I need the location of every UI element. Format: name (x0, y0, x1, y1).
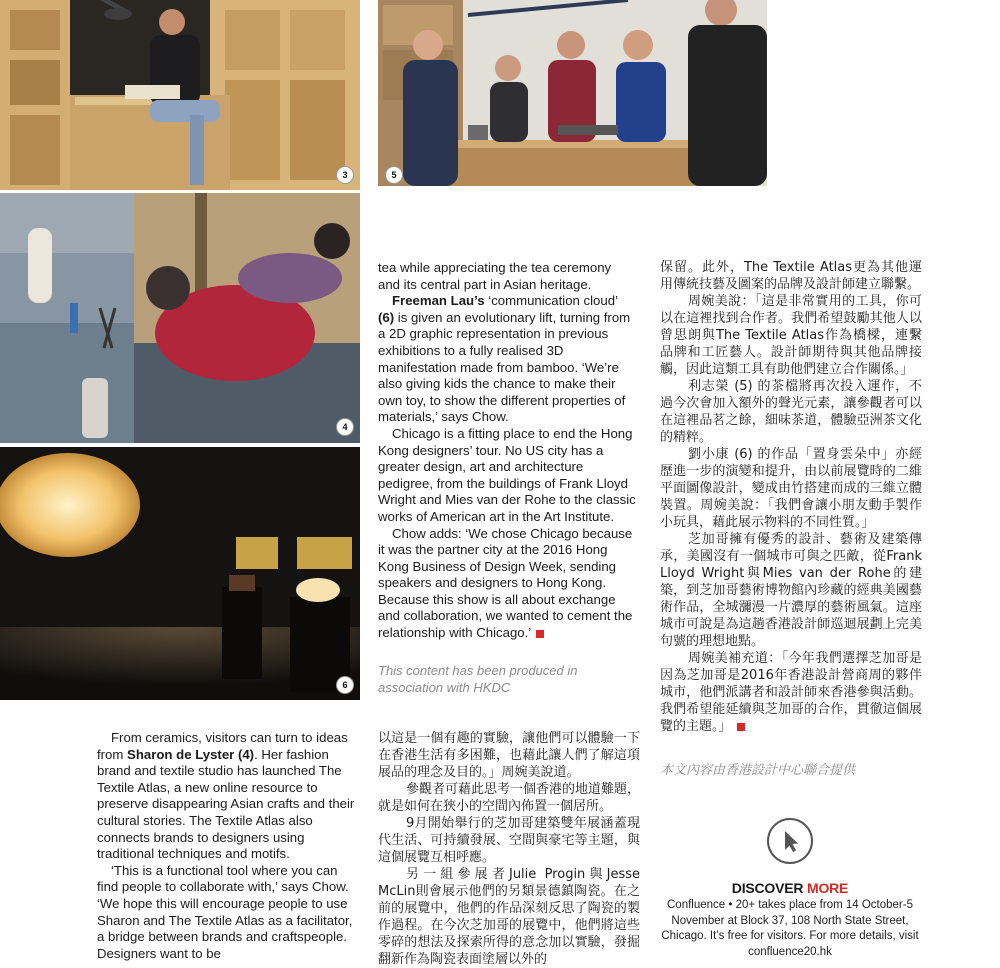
paragraph: 芝加哥擁有優秀的設計、藝術及建築傳承，美國沒有一個城市可與之匹敵，從Frank Lloyd Wright與Mies van der Rohe的建築，到芝加哥藝術博物館內珍藏的經典美國藝術作品，全城瀰漫一片濃厚的藝術風氣。這座城市可說是為這趟香港設計師巡迴展劃上完美句號的理想地點。 (660, 532, 922, 649)
photo-4-illustration (0, 193, 360, 443)
photo-6-illustration (0, 447, 360, 700)
paragraph: 以這是一個有趣的實驗，讓他們可以體驗一下在香港生活有多困難，也藉此讓人們了解這項展品的理念及目的。」周婉美說道。 (378, 731, 640, 780)
paragraph: 9月開始舉行的芝加哥建築雙年展涵蓋現代生活、可持續發展、空間與豪宅等主題，與這個展覽互相呼應。 (378, 816, 640, 865)
paragraph: 另一組參展者Julie Progin與Jesse McLin則會展示他們的另類景德鎮陶瓷。在之前的展覽中，他們的作品深刻反思了陶瓷的製作過程。在今次芝加哥的展覽中，他們將這些零碎的想法及探索所得的意念加以實驗，發掘翻新作為陶瓷表面塗層以外的 (378, 867, 640, 967)
paragraph: From ceramics, visitors can turn to ideas from Sharon de Lyster (4). Her fashion brand and textile studio has launched The Textile Atlas, a new online resource to preserve disappearing Asian crafts and their cultural stories. The Textile Atlas also connects brands to designers using traditional techniques and motifs. (97, 730, 355, 862)
photo-number-badge: 3 (337, 167, 353, 183)
discover-more-details: Confluence • 20+ takes place from 14 October-5 November at Block 37, 108 North State Street, Chicago. It’s free for visitors. For more details, visit confluence20.hk (661, 899, 919, 958)
end-of-article-mark (737, 723, 745, 731)
paragraph: 周婉美說：「這是非常實用的工具，你可以在這裡找到合作者。我們希望鼓勵其他人以曾思朗與The Textile Atlas作為橋樑，連繫品牌和工匠藝人。設計師期待與其他品牌接觸，因此這類工具有助他們建立合作關係。」 (660, 294, 922, 377)
photo-designer-at-desk (0, 0, 360, 190)
photo-3-illustration (0, 0, 360, 190)
chinese-text-column-right (660, 259, 922, 735)
paragraph: 周婉美補充道：「今年我們選擇芝加哥是因為芝加哥是2016年香港設計營商周的夥伴城市，他們派講者和設計師來香港參與活動。我們希望能延續與芝加哥的合作，貫徹這個展覽的主題。」 (660, 651, 922, 734)
english-text-column-middle (378, 260, 636, 642)
paragraph: 劉小康 (6) 的作品「置身雲朵中」亦經歷進一步的演變和提升，由以前展覽時的二維平面圖像設計，變成由竹搭建而成的三維立體裝置。周婉美說：「我們會讓小朋友動手製作小玩具，藉此展示物料的不同性質。」 (660, 447, 922, 530)
english-text-column-left (97, 730, 360, 962)
designer-name: Sharon de Lyster (4) (127, 746, 255, 762)
paragraph: 利志榮 (5) 的茶檔將再次投入運作，不過今次會加入額外的聲光元素，讓參觀者可以在這裡品茗之餘，細味茶道，體驗亞洲茶文化的精粹。 (660, 379, 922, 445)
credit-english: This content has been produced in association with HKDC (378, 663, 578, 695)
credit-chinese: 本文內容由香港設計中心聯合提供 (660, 763, 856, 778)
paragraph: ‘This is a functional tool where you can find people to collaborate with,’ says Chow. ‘We hope this will encourage people to use Sharon and The Textile Atlas as a facilitator, a bridge between brands and craftspeople. Designers want to be (97, 862, 353, 961)
paragraph: tea while appreciating the tea ceremony and its central part in Asian heritage. (378, 260, 612, 292)
cursor-icon (766, 817, 814, 865)
paragraph: Chow adds: ‘We chose Chicago because it was the partner city at the 2016 Hong Kong Business of Design Week, sending speakers and designers to Hong Kong. Because this show is all about exchange and collaboration, we wanted to cement the relationship with Chicago.’ (378, 525, 633, 641)
photo-cloud-installation (0, 447, 360, 700)
paragraph: Chicago is a fitting place to end the Hong Kong designers’ tour. No US city has a greater design, art and architecture pedigree, from the buildings of Frank Lloyd Wright and Mies van der Rohe to the classic works of American art in the Art Institute. (378, 425, 636, 524)
photo-number-badge: 5 (386, 167, 402, 183)
chinese-text-column-middle (378, 730, 640, 968)
photo-5-illustration (378, 0, 767, 186)
paragraph: Freeman Lau’s ‘communication cloud’ (6) is given an evolutionary lift, turning from a 2D graphic representation in previous exhibitions to a fully realised 3D manifestation made from bamboo. ‘We’re also giving kids the chance to make their own toy, to show the different properties of materials,’ says Chow. (378, 293, 631, 425)
photo-tea-ceremony-group (378, 0, 767, 186)
photo-textile-crafts (0, 193, 360, 443)
paragraph: 保留。此外，The Textile Atlas更為其他運用傳統技藝及圖案的品牌及設計師建立聯繫。 (660, 260, 922, 292)
designer-name: Freeman Lau’s (392, 293, 485, 309)
discover-more-heading: DISCOVER MORE (731, 880, 849, 896)
end-of-article-mark (536, 630, 544, 638)
photo-number-badge: 4 (337, 419, 353, 435)
photo-number-badge: 6 (337, 677, 353, 693)
paragraph: 參觀者可藉此思考一個香港的地道難題，就是如何在狹小的空間內佈置一個居所。 (378, 782, 641, 814)
